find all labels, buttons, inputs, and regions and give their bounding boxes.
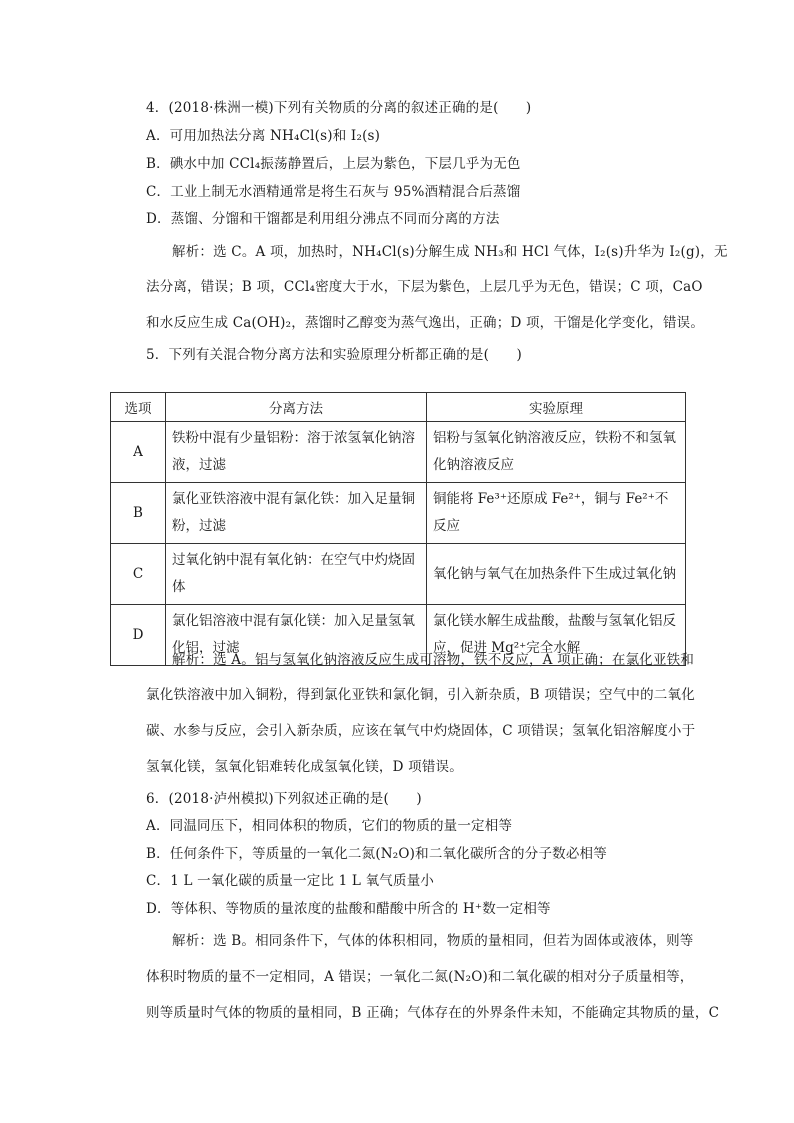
table-row (111, 544, 686, 605)
row-principle: 铝粉与氢氧化钠溶液反应，铁粉不和氢氧化钠溶液反应 (427, 422, 686, 483)
row-method: 过氧化钠中混有氧化钠：在空气中灼烧固体 (166, 544, 427, 605)
q4-option-a: A．可用加热法分离 NH₄Cl(s)和 I₂(s) (146, 128, 381, 144)
q4-option-c: C．工业上制无水酒精通常是将生石灰与 95%酒精混合后蒸馏 (146, 184, 521, 200)
row-principle: 氯化镁水解生成盐酸，盐酸与氢氧化铝反应，促进 Mg²⁺完全水解 (427, 605, 686, 666)
q6-title: 6．(2018·泸州模拟)下列叙述正确的是( ) (146, 791, 422, 807)
q6-option-d: D．等体积、等物质的量浓度的盐酸和醋酸中所含的 H⁺数一定相等 (146, 901, 551, 917)
q6-option-c: C．1 L 一氧化碳的质量一定比 1 L 氧气质量小 (146, 873, 435, 889)
q5-title: 5．下列有关混合物分离方法和实验原理分析都正确的是( ) (146, 347, 522, 363)
q4-analysis-line: 和水反应生成 Ca(OH)₂，蒸馏时乙醇变为蒸气逸出，正确；D 项，干馏是化学变化，错误。 (146, 315, 705, 331)
q5-analysis-line: 氢氧化镁，氢氧化铝难转化成氢氧化镁，D 项错误。 (146, 759, 463, 775)
row-option: C (111, 544, 166, 605)
q4-option-d: D．蒸馏、分馏和干馏都是利用组分沸点不同而分离的方法 (146, 211, 500, 227)
q6-option-a: A．同温同压下，相同体积的物质，它们的物质的量一定相等 (146, 818, 513, 834)
header-principle: 实验原理 (427, 393, 686, 422)
q6-analysis-line: 体积时物质的量不一定相同，A 错误；一氧化二氮(N₂O)和二氧化碳的相对分子质量相等， (146, 969, 694, 985)
header-option: 选项 (111, 393, 166, 422)
row-option: B (111, 483, 166, 544)
table-row (111, 483, 686, 544)
row-method: 氯化铝溶液中混有氯化镁：加入足量氢氧化铝，过滤 (166, 605, 427, 666)
row-option: D (111, 605, 166, 666)
q6-option-b: B．任何条件下，等质量的一氧化二氮(N₂O)和二氧化碳所含的分子数必相等 (146, 846, 607, 862)
q5-analysis-line: 氯化铁溶液中加入铜粉，得到氯化亚铁和氯化铜，引入新杂质，B 项错误；空气中的二氧化 (146, 687, 695, 703)
table-header-row (111, 393, 686, 422)
q5-analysis-line: 碳、水参与反应，会引入新杂质，应该在氧气中灼烧固体，C 项错误；氢氧化铝溶解度小于 (146, 723, 696, 739)
header-method: 分离方法 (166, 393, 427, 422)
q6-analysis-line: 解析：选 B。相同条件下，气体的体积相同，物质的量相同，但若为固体或液体，则等 (172, 933, 694, 949)
row-principle: 氧化钠与氧气在加热条件下生成过氧化钠 (427, 544, 686, 605)
table-row (111, 422, 686, 483)
row-option: A (111, 422, 166, 483)
q5-options-table (110, 392, 686, 666)
row-method: 氯化亚铁溶液中混有氯化铁：加入足量铜粉，过滤 (166, 483, 427, 544)
q4-option-b: B．碘水中加 CCl₄振荡静置后，上层为紫色，下层几乎为无色 (146, 156, 521, 172)
q4-title: 4．(2018·株洲一模)下列有关物质的分离的叙述正确的是( ) (146, 100, 532, 116)
q5-analysis-line: 解析：选 A。铝与氢氧化钠溶液反应生成可溶物，铁不反应，A 项正确；在氯化亚铁和 (172, 652, 695, 668)
q4-analysis-line: 法分离，错误；B 项，CCl₄密度大于水，下层为紫色，上层几乎为无色，错误；C 项，CaO (146, 279, 703, 295)
row-principle: 铜能将 Fe³⁺还原成 Fe²⁺，铜与 Fe²⁺不反应 (427, 483, 686, 544)
q6-analysis-line: 则等质量时气体的物质的量相同，B 正确；气体存在的外界条件未知，不能确定其物质的量，C (146, 1005, 720, 1021)
q4-analysis-line: 解析：选 C。A 项，加热时，NH₄Cl(s)分解生成 NH₃和 HCl 气体，I₂(s)升华为 I₂(g)，无 (172, 244, 728, 260)
row-method: 铁粉中混有少量铝粉：溶于浓氢氧化钠溶液，过滤 (166, 422, 427, 483)
